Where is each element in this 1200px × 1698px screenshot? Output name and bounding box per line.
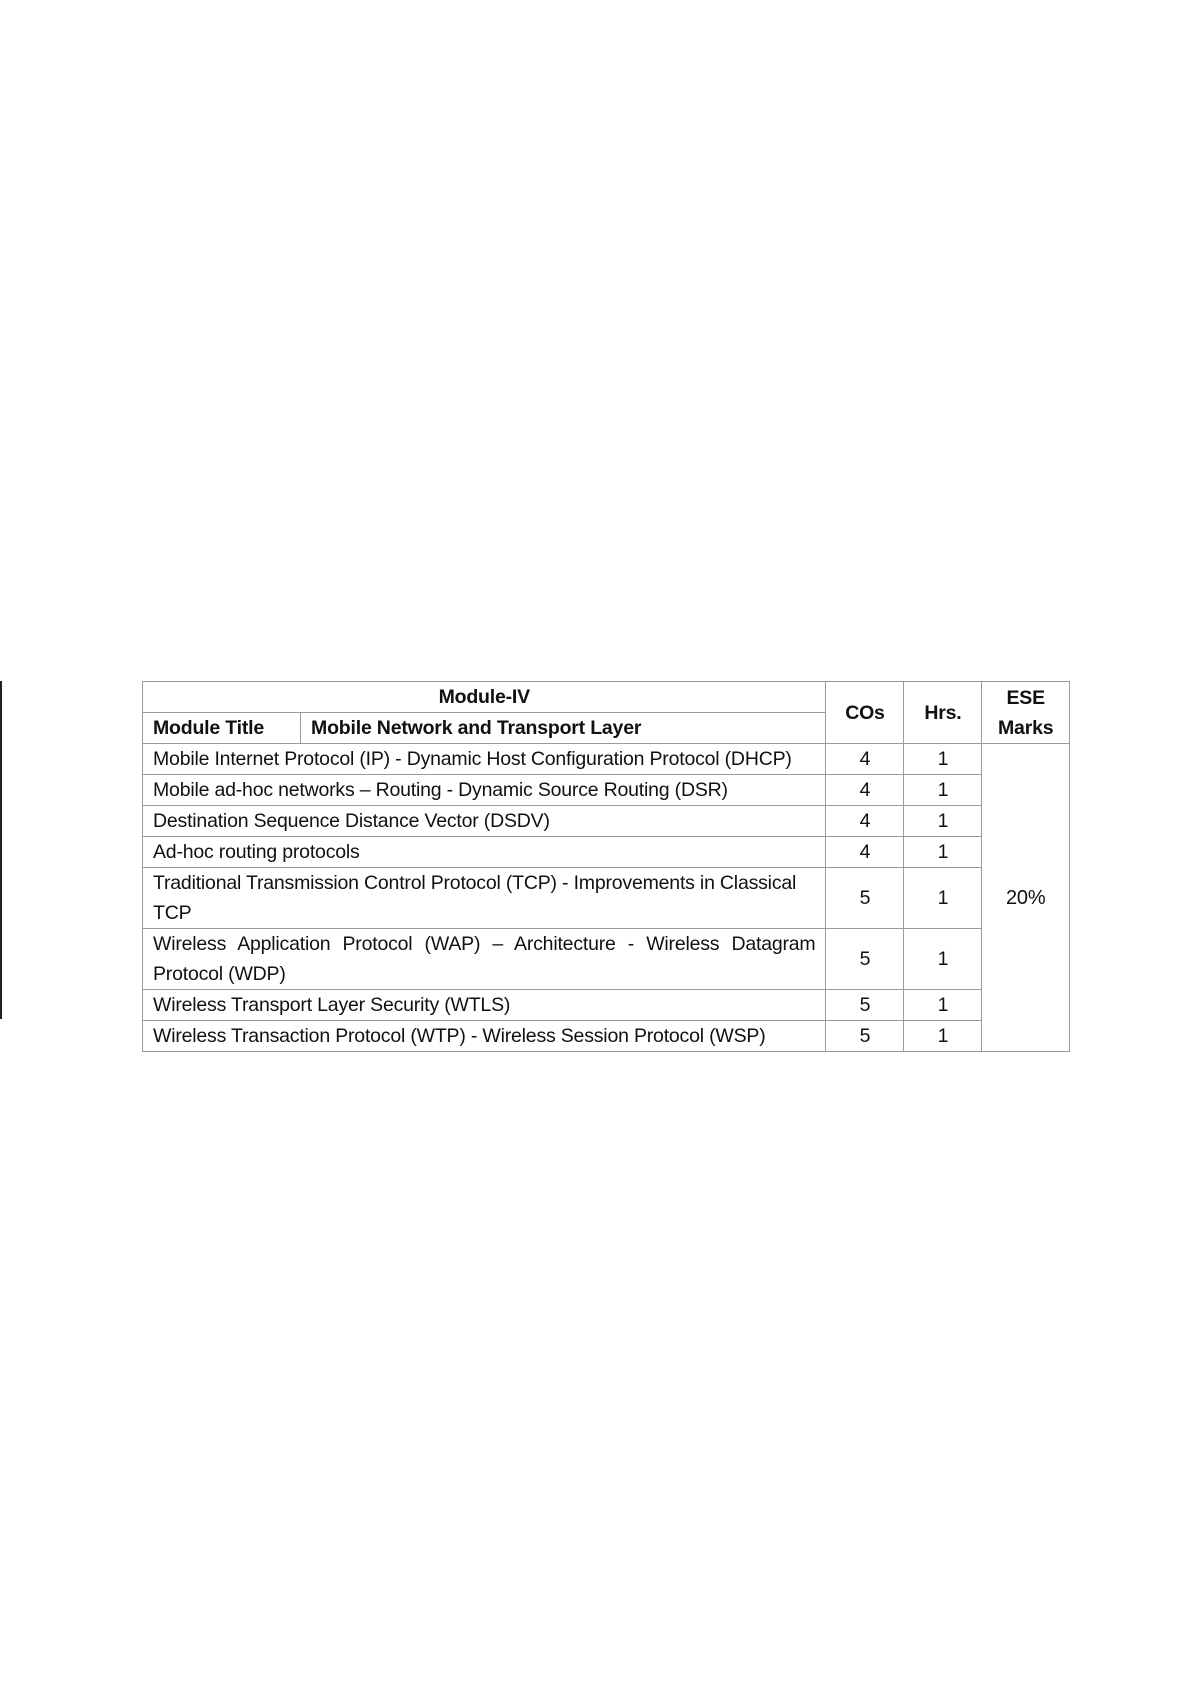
table-header-row xyxy=(143,682,1070,713)
table-row xyxy=(143,990,1070,1021)
cos-cell: 5 xyxy=(826,990,904,1021)
cos-cell: 5 xyxy=(826,1021,904,1052)
cos-cell: 4 xyxy=(826,744,904,775)
table-row xyxy=(143,837,1070,868)
topic-cell: Traditional Transmission Control Protocol (TCP) - Improvements in Classical TCP xyxy=(143,868,826,929)
hrs-cell: 1 xyxy=(904,1021,982,1052)
ese-header-line2: Marks xyxy=(998,716,1054,739)
ese-marks-column-header xyxy=(982,682,1070,744)
module-heading: Module-IV xyxy=(143,682,826,713)
topic-cell: Destination Sequence Distance Vector (DSDV) xyxy=(143,806,826,837)
table-row xyxy=(143,1021,1070,1052)
topic-cell: Mobile Internet Protocol (IP) - Dynamic Host Configuration Protocol (DHCP) xyxy=(143,744,826,775)
cos-column-header: COs xyxy=(826,682,904,744)
hrs-cell: 1 xyxy=(904,990,982,1021)
topic-cell: Wireless Transport Layer Security (WTLS) xyxy=(143,990,826,1021)
hrs-cell: 1 xyxy=(904,868,982,929)
topic-cell: Mobile ad-hoc networks – Routing - Dynamic Source Routing (DSR) xyxy=(143,775,826,806)
table-row xyxy=(143,929,1070,990)
table-row xyxy=(143,744,1070,775)
hrs-cell: 1 xyxy=(904,744,982,775)
cos-cell: 4 xyxy=(826,837,904,868)
table-row xyxy=(143,868,1070,929)
hrs-cell: 1 xyxy=(904,929,982,990)
ese-marks-value: 20% xyxy=(982,744,1070,1052)
cos-cell: 5 xyxy=(826,868,904,929)
topic-cell: Wireless Transaction Protocol (WTP) - Wireless Session Protocol (WSP) xyxy=(143,1021,826,1052)
cos-cell: 4 xyxy=(826,775,904,806)
module-syllabus-table xyxy=(142,681,1070,1052)
ese-header-line1: ESE xyxy=(1006,686,1045,709)
cos-cell: 4 xyxy=(826,806,904,837)
page-edge-rule xyxy=(0,681,2,1019)
hrs-cell: 1 xyxy=(904,775,982,806)
hrs-column-header: Hrs. xyxy=(904,682,982,744)
cos-cell: 5 xyxy=(826,929,904,990)
table-row xyxy=(143,806,1070,837)
hrs-cell: 1 xyxy=(904,806,982,837)
topic-cell: Ad-hoc routing protocols xyxy=(143,837,826,868)
topic-cell: Wireless Application Protocol (WAP) – Architecture - Wireless Datagram Protocol (WDP) xyxy=(143,929,826,990)
module-title-label: Module Title xyxy=(143,713,301,744)
hrs-cell: 1 xyxy=(904,837,982,868)
module-title: Mobile Network and Transport Layer xyxy=(301,713,826,744)
table-row xyxy=(143,775,1070,806)
